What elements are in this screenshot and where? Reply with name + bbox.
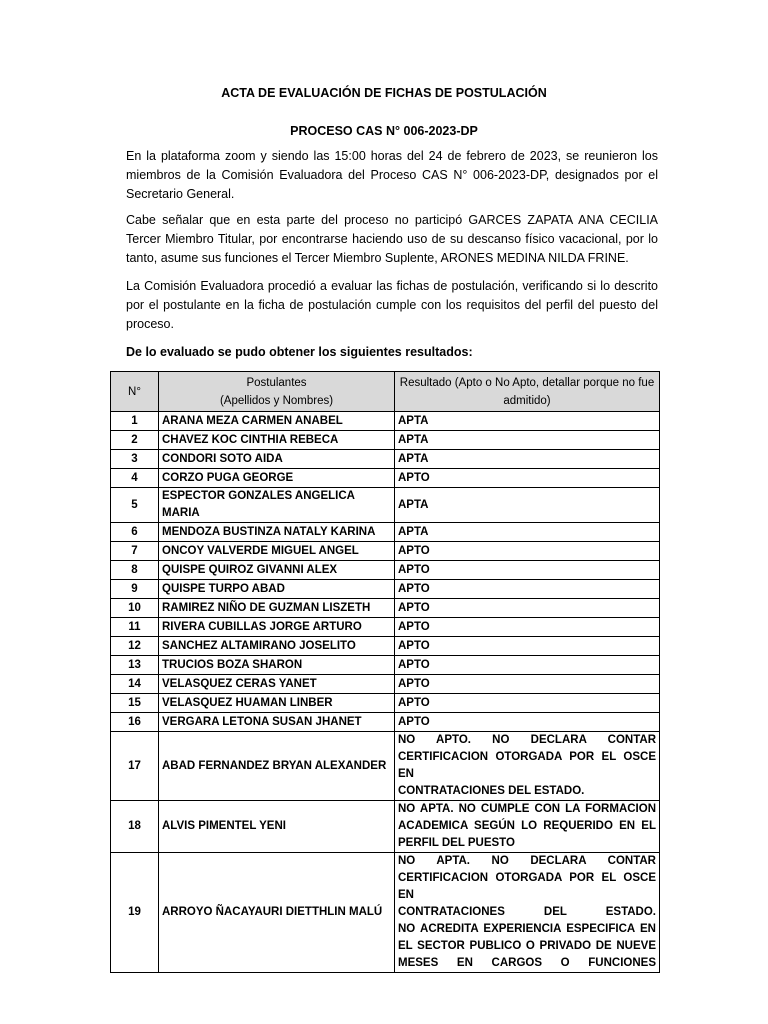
result-detail (395, 853, 660, 973)
row-number: 3 (111, 450, 159, 469)
row-number: 16 (111, 713, 159, 732)
result-line: PERFIL DEL PUESTO (398, 837, 515, 849)
result-line: CERTIFICACION OTORGADA POR EL OSCE EN (398, 751, 656, 780)
result-line: MESES EN CARGOS O FUNCIONES (398, 957, 656, 969)
paragraph-meeting: En la plataforma zoom y siendo las 15:00 horas del 24 de febrero de 2023, se reunieron los miembros de la Comisión Evaluadora del Proceso CAS N° 006-2023-DP, designados por el Secretario General. (126, 149, 658, 201)
table-row (111, 469, 660, 488)
row-number: 8 (111, 561, 159, 580)
result-status: APTO (395, 713, 660, 732)
row-number: 11 (111, 618, 159, 637)
row-number: 1 (111, 412, 159, 431)
applicant-name: ARROYO ÑACAYAURI DIETTHLIN MALÚ (159, 853, 395, 973)
table-row (111, 637, 660, 656)
applicant-name: SANCHEZ ALTAMIRANO JOSELITO (159, 637, 395, 656)
applicant-name: ONCOY VALVERDE MIGUEL ANGEL (159, 542, 395, 561)
result-status: APTO (395, 694, 660, 713)
applicant-name: VELASQUEZ CERAS YANET (159, 675, 395, 694)
header-postulantes-line2: (Apellidos y Nombres) (219, 394, 334, 407)
document-title: ACTA DE EVALUACIÓN DE FICHAS DE POSTULACIÓN (221, 86, 547, 100)
table-row (111, 523, 660, 542)
table-row (111, 694, 660, 713)
result-line: CERTIFICACION OTORGADA POR EL OSCE EN (398, 872, 656, 901)
header-resultado: Resultado (Apto o No Apto, detallar porque no fue admitido) (395, 372, 660, 412)
result-status: APTO (395, 637, 660, 656)
row-number: 6 (111, 523, 159, 542)
paragraph-substitution: Cabe señalar que en esta parte del proceso no participó GARCES ZAPATA ANA CECILIA Tercer Miembro Titular, por encontrarse haciendo uso de su descanso físico vacacional, por lo tanto, asume sus funciones el Tercer Miembro Suplente, ARONES MEDINA NILDA FRINE. (126, 213, 658, 265)
table-row (111, 801, 660, 853)
result-line: ACADEMICA SEGÚN LO REQUERIDO EN EL (398, 820, 656, 832)
table-header-row (111, 372, 660, 412)
table-row (111, 561, 660, 580)
result-line: NO APTA. NO DECLARA CONTAR (398, 855, 656, 867)
process-subtitle: PROCESO CAS N° 006-2023-DP (290, 124, 478, 138)
applicant-name: ABAD FERNANDEZ BRYAN ALEXANDER (159, 732, 395, 801)
result-line: EL SECTOR PUBLICO O PRIVADO DE NUEVE (398, 940, 656, 952)
result-status: APTA (395, 523, 660, 542)
applicant-name: TRUCIOS BOZA SHARON (159, 656, 395, 675)
result-status: APTO (395, 542, 660, 561)
table-row (111, 450, 660, 469)
result-line: NO APTO. NO DECLARA CONTAR (398, 734, 656, 746)
row-number: 13 (111, 656, 159, 675)
result-detail (395, 732, 660, 801)
result-status: APTO (395, 675, 660, 694)
table-row (111, 732, 660, 801)
row-number: 10 (111, 599, 159, 618)
applicant-name: RIVERA CUBILLAS JORGE ARTURO (159, 618, 395, 637)
applicant-name: ESPECTOR GONZALES ANGELICA MARIA (159, 488, 395, 523)
applicant-name: ALVIS PIMENTEL YENI (159, 801, 395, 853)
header-number: N° (111, 372, 159, 412)
table-row (111, 599, 660, 618)
row-number: 19 (111, 853, 159, 973)
row-number: 4 (111, 469, 159, 488)
header-postulantes-line1: Postulantes (246, 376, 307, 389)
row-number: 12 (111, 637, 159, 656)
applicant-name: ARANA MEZA CARMEN ANABEL (159, 412, 395, 431)
applicant-name: CORZO PUGA GEORGE (159, 469, 395, 488)
result-status: APTA (395, 488, 660, 523)
result-status: APTO (395, 618, 660, 637)
result-status: APTA (395, 450, 660, 469)
result-status: APTO (395, 469, 660, 488)
applicant-name: VERGARA LETONA SUSAN JHANET (159, 713, 395, 732)
table-row (111, 542, 660, 561)
row-number: 5 (111, 488, 159, 523)
table-row (111, 853, 660, 973)
table-row (111, 656, 660, 675)
table-row (111, 713, 660, 732)
result-line: NO ACREDITA EXPERIENCIA ESPECIFICA EN (398, 923, 656, 935)
table-row (111, 580, 660, 599)
row-number: 2 (111, 431, 159, 450)
row-number: 18 (111, 801, 159, 853)
applicant-name: QUISPE QUIROZ GIVANNI ALEX (159, 561, 395, 580)
result-line: CONTRATACIONES DEL ESTADO. (398, 906, 656, 918)
paragraph-evaluation: La Comisión Evaluadora procedió a evaluar las fichas de postulación, verificando si lo descrito por el postulante en la ficha de postulación cumple con los requisitos del perfil del puesto del proceso. (126, 279, 658, 331)
result-line: CONTRATACIONES DEL ESTADO. (398, 785, 585, 797)
result-status: APTO (395, 656, 660, 675)
table-row (111, 412, 660, 431)
result-line: NO APTA. NO CUMPLE CON LA FORMACION (398, 803, 656, 815)
results-lead: De lo evaluado se pudo obtener los siguientes resultados: (126, 345, 473, 359)
row-number: 9 (111, 580, 159, 599)
result-status: APTA (395, 431, 660, 450)
results-table (110, 371, 660, 973)
applicant-name: QUISPE TURPO ABAD (159, 580, 395, 599)
result-detail (395, 801, 660, 853)
applicant-name: RAMIREZ NIÑO DE GUZMAN LISZETH (159, 599, 395, 618)
table-row (111, 618, 660, 637)
result-status: APTO (395, 599, 660, 618)
row-number: 17 (111, 732, 159, 801)
result-status: APTO (395, 561, 660, 580)
result-status: APTO (395, 580, 660, 599)
applicant-name: MENDOZA BUSTINZA NATALY KARINA (159, 523, 395, 542)
result-status: APTA (395, 412, 660, 431)
applicant-name: VELASQUEZ HUAMAN LINBER (159, 694, 395, 713)
applicant-name: CHAVEZ KOC CINTHIA REBECA (159, 431, 395, 450)
row-number: 15 (111, 694, 159, 713)
header-postulantes (159, 372, 395, 412)
table-row (111, 675, 660, 694)
table-row (111, 488, 660, 523)
row-number: 14 (111, 675, 159, 694)
table-row (111, 431, 660, 450)
applicant-name: CONDORI SOTO AIDA (159, 450, 395, 469)
row-number: 7 (111, 542, 159, 561)
